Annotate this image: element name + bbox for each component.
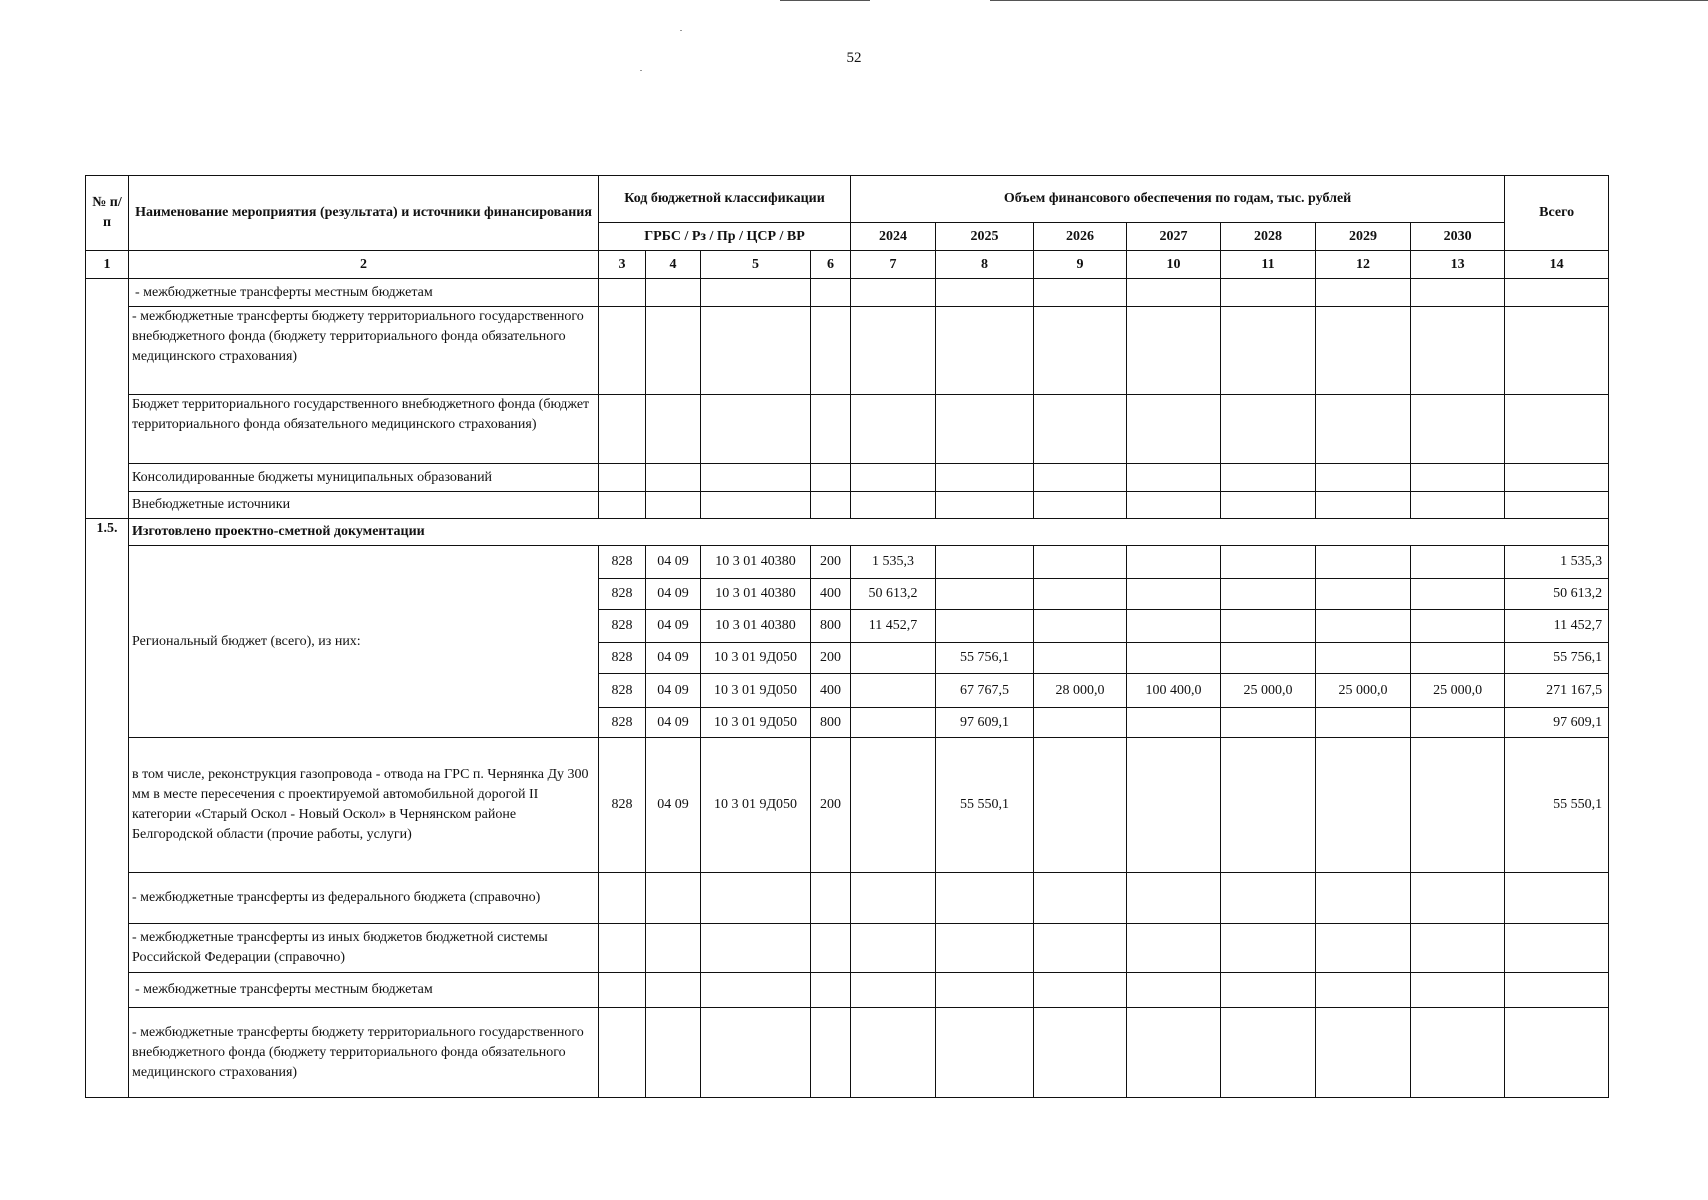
- value-total: 50 613,2: [1505, 579, 1609, 610]
- value-2027: [1127, 579, 1221, 610]
- table-row: [86, 873, 1609, 924]
- page-number: 52: [846, 50, 862, 66]
- scan-line-artifact: [780, 0, 870, 1]
- col-number: 4: [646, 251, 701, 279]
- including-row: [86, 738, 1609, 873]
- header-year: 2025: [936, 223, 1034, 251]
- table-row: [86, 924, 1609, 973]
- header-year: 2030: [1411, 223, 1505, 251]
- vr-cell: 400: [811, 674, 851, 708]
- value-2024: [851, 674, 936, 708]
- value-2029: [1316, 610, 1411, 643]
- value-2026: [1034, 579, 1127, 610]
- col-number: 9: [1034, 251, 1127, 279]
- grbs-cell: 828: [599, 546, 646, 579]
- value-2028: [1221, 546, 1316, 579]
- col-number: 2: [129, 251, 599, 279]
- scan-speck: [640, 70, 642, 71]
- value-2029: [1316, 643, 1411, 674]
- vr-cell: 200: [811, 546, 851, 579]
- value-total: 55 550,1: [1505, 738, 1609, 873]
- value-2030: [1411, 546, 1505, 579]
- value-2030: [1411, 610, 1505, 643]
- value-2025: 55 550,1: [936, 738, 1034, 873]
- csr-cell: 10 3 01 9Д050: [701, 708, 811, 738]
- value-2024: [851, 643, 936, 674]
- value-total: 97 609,1: [1505, 708, 1609, 738]
- value-2030: [1411, 643, 1505, 674]
- value-2028: [1221, 610, 1316, 643]
- value-2028: [1221, 708, 1316, 738]
- grbs-cell: 828: [599, 579, 646, 610]
- scan-line-artifact: [990, 0, 1708, 1]
- header-volume: Объем финансового обеспечения по годам, тыс. рублей: [851, 176, 1505, 223]
- value-2026: 28 000,0: [1034, 674, 1127, 708]
- table-row: [86, 279, 1609, 307]
- rz-cell: 04 09: [646, 708, 701, 738]
- header-code: Код бюджетной классификации: [599, 176, 851, 223]
- col-number: 1: [86, 251, 129, 279]
- rz-cell: 04 09: [646, 674, 701, 708]
- vr-cell: 200: [811, 738, 851, 873]
- section-title: Изготовлено проектно-сметной документации: [129, 519, 1609, 546]
- header-year: 2029: [1316, 223, 1411, 251]
- header-total: Всего: [1505, 176, 1609, 251]
- value-2024: 50 613,2: [851, 579, 936, 610]
- col-number: 6: [811, 251, 851, 279]
- grbs-cell: 828: [599, 738, 646, 873]
- regional-line: [86, 546, 1609, 579]
- value-2024: [851, 708, 936, 738]
- row-label: - межбюджетные трансферты из иных бюджетов бюджетной системы Российской Федерации (справочно): [129, 924, 599, 973]
- value-2026: [1034, 708, 1127, 738]
- value-2026: [1034, 610, 1127, 643]
- header-year: 2028: [1221, 223, 1316, 251]
- row-label: - межбюджетные трансферты из федерального бюджета (справочно): [129, 873, 599, 924]
- section-row: [86, 519, 1609, 546]
- value-2027: 100 400,0: [1127, 674, 1221, 708]
- value-2025: [936, 579, 1034, 610]
- col-number: 3: [599, 251, 646, 279]
- value-2026: [1034, 546, 1127, 579]
- value-2030: [1411, 579, 1505, 610]
- col-number: 14: [1505, 251, 1609, 279]
- table-row: [86, 1008, 1609, 1098]
- csr-cell: 10 3 01 9Д050: [701, 738, 811, 873]
- value-2030: 25 000,0: [1411, 674, 1505, 708]
- table-row: [86, 307, 1609, 395]
- rz-cell: 04 09: [646, 610, 701, 643]
- rz-cell: 04 09: [646, 643, 701, 674]
- column-numbers-row: [86, 251, 1609, 279]
- value-total: 11 452,7: [1505, 610, 1609, 643]
- value-2029: 25 000,0: [1316, 674, 1411, 708]
- grbs-cell: 828: [599, 643, 646, 674]
- value-2025: 97 609,1: [936, 708, 1034, 738]
- including-label: в том числе, реконструкция газопровода - отвода на ГРС п. Чернянка Ду 300 мм в месте пересечения с проектируемой автомобильной дорогой II категории «Старый Оскол - Новый Оскол» в Чернянском районе Белгородской области (прочие работы, услуги): [129, 738, 599, 873]
- value-2027: [1127, 546, 1221, 579]
- value-2029: [1316, 579, 1411, 610]
- col-number: 5: [701, 251, 811, 279]
- vr-cell: 800: [811, 610, 851, 643]
- value-2027: [1127, 610, 1221, 643]
- value-2025: [936, 546, 1034, 579]
- vr-cell: 400: [811, 579, 851, 610]
- value-2028: [1221, 643, 1316, 674]
- col-number: 12: [1316, 251, 1411, 279]
- csr-cell: 10 3 01 40380: [701, 610, 811, 643]
- financing-table: [85, 175, 1609, 1098]
- header-code-sub: ГРБС / Рз / Пр / ЦСР / ВР: [599, 223, 851, 251]
- rz-cell: 04 09: [646, 738, 701, 873]
- num-cell-empty: [86, 279, 129, 519]
- table-row: [86, 395, 1609, 464]
- col-number: 11: [1221, 251, 1316, 279]
- header-row: [86, 176, 1609, 223]
- row-label: - межбюджетные трансферты бюджету территориального государственного внебюджетного фонда (бюджету территориального фонда обязательного медицинского страхования): [129, 307, 599, 395]
- row-label: - межбюджетные трансферты местным бюджетам: [129, 973, 599, 1008]
- value-2029: [1316, 708, 1411, 738]
- scan-speck: [680, 30, 682, 31]
- row-label: Консолидированные бюджеты муниципальных образований: [129, 464, 599, 492]
- col-number: 8: [936, 251, 1034, 279]
- value-2030: [1411, 708, 1505, 738]
- csr-cell: 10 3 01 40380: [701, 579, 811, 610]
- rz-cell: 04 09: [646, 546, 701, 579]
- col-number: 13: [1411, 251, 1505, 279]
- regional-label: Региональный бюджет (всего), из них:: [129, 546, 599, 738]
- csr-cell: 10 3 01 40380: [701, 546, 811, 579]
- header-year: 2026: [1034, 223, 1127, 251]
- col-number: 10: [1127, 251, 1221, 279]
- csr-cell: 10 3 01 9Д050: [701, 674, 811, 708]
- grbs-cell: 828: [599, 610, 646, 643]
- value-2025: 55 756,1: [936, 643, 1034, 674]
- section-number: 1.5.: [86, 519, 129, 1098]
- table-row: [86, 464, 1609, 492]
- value-2028: [1221, 579, 1316, 610]
- value-2025: 67 767,5: [936, 674, 1034, 708]
- table-row: [86, 492, 1609, 519]
- value-2028: 25 000,0: [1221, 674, 1316, 708]
- value-2027: [1127, 643, 1221, 674]
- header-year: 2027: [1127, 223, 1221, 251]
- header-year: 2024: [851, 223, 936, 251]
- value-2027: [1127, 708, 1221, 738]
- header-num: № п/п: [86, 176, 129, 251]
- rz-cell: 04 09: [646, 579, 701, 610]
- value-2024: 11 452,7: [851, 610, 936, 643]
- value-2025: [936, 610, 1034, 643]
- csr-cell: 10 3 01 9Д050: [701, 643, 811, 674]
- row-label: - межбюджетные трансферты бюджету территориального государственного внебюджетного фонда (бюджету территориального фонда обязательного медицинского страхования): [129, 1008, 599, 1098]
- value-2024: 1 535,3: [851, 546, 936, 579]
- row-label: Бюджет территориального государственного внебюджетного фонда (бюджет территориального фонда обязательного медицинского страхования): [129, 395, 599, 464]
- value-total: 271 167,5: [1505, 674, 1609, 708]
- grbs-cell: 828: [599, 674, 646, 708]
- row-label: Внебюджетные источники: [129, 492, 599, 519]
- table-row: [86, 973, 1609, 1008]
- grbs-cell: 828: [599, 708, 646, 738]
- value-2029: [1316, 546, 1411, 579]
- vr-cell: 200: [811, 643, 851, 674]
- header-name: Наименование мероприятия (результата) и источники финансирования: [129, 176, 599, 251]
- value-2026: [1034, 643, 1127, 674]
- row-label: - межбюджетные трансферты местным бюджетам: [129, 279, 599, 307]
- value-total: 55 756,1: [1505, 643, 1609, 674]
- vr-cell: 800: [811, 708, 851, 738]
- value-total: 1 535,3: [1505, 546, 1609, 579]
- col-number: 7: [851, 251, 936, 279]
